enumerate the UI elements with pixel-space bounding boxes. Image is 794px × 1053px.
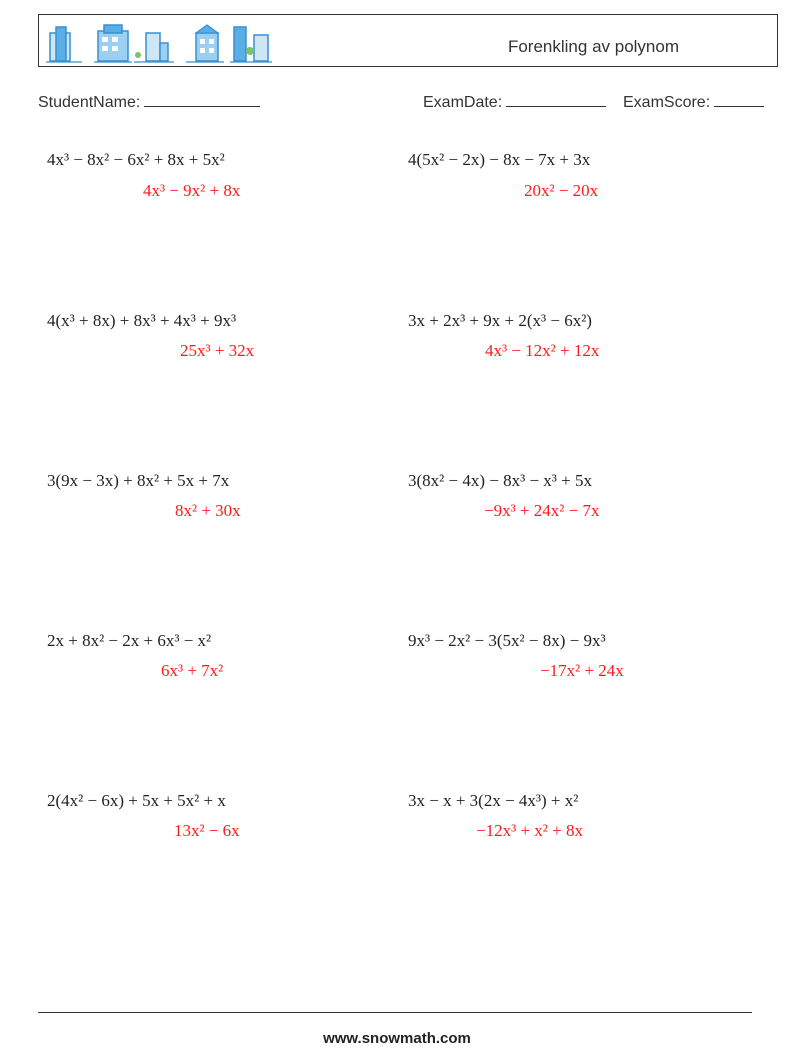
answer-8: −17x² + 24x — [540, 661, 624, 680]
problem-2: 4(5x² − 2x) − 8x − 7x + 3x — [408, 150, 591, 169]
answer-2: 20x² − 20x — [524, 181, 599, 200]
problem-6: 3(8x² − 4x) − 8x³ − x³ + 5x — [408, 471, 592, 490]
problem-7: 2x + 8x² − 2x + 6x³ − x² — [47, 631, 212, 650]
exam-date-field — [423, 92, 606, 112]
exam-score-field — [623, 92, 764, 112]
city-buildings-icon — [46, 21, 276, 63]
footer-divider — [38, 1012, 752, 1013]
problem-10: 3x − x + 3(2x − 4x³) + x² — [408, 791, 579, 810]
answer-6: −9x³ + 24x² − 7x — [484, 501, 600, 520]
worksheet-title: Forenkling av polynom — [507, 37, 679, 56]
student-name-label: StudentName: — [38, 94, 141, 111]
problem-5: 3(9x − 3x) + 8x² + 5x + 7x — [47, 471, 230, 490]
exam-score-blank[interactable] — [714, 92, 764, 107]
exam-score-label: ExamScore: — [623, 94, 711, 111]
answer-9: 13x² − 6x — [174, 821, 240, 840]
footer-url[interactable]: www.snowmath.com — [323, 1030, 471, 1047]
problem-4: 3x + 2x³ + 9x + 2(x³ − 6x²) — [408, 311, 592, 330]
exam-date-label: ExamDate: — [423, 94, 503, 111]
answer-5: 8x² + 30x — [175, 501, 241, 520]
exam-date-blank[interactable] — [506, 92, 606, 107]
answer-10: −12x³ + x² + 8x — [476, 821, 583, 840]
student-name-blank[interactable] — [144, 92, 260, 107]
answer-4: 4x³ − 12x² + 12x — [485, 341, 600, 360]
header-box — [38, 14, 778, 67]
problem-3: 4(x³ + 8x) + 8x³ + 4x³ + 9x³ — [47, 311, 237, 330]
problem-1: 4x³ − 8x² − 6x² + 8x + 5x² — [47, 150, 225, 169]
problem-8: 9x³ − 2x² − 3(5x² − 8x) − 9x³ — [408, 631, 606, 650]
problem-9: 2(4x² − 6x) + 5x + 5x² + x — [47, 791, 226, 810]
student-name-field — [38, 92, 260, 112]
answer-7: 6x³ + 7x² — [161, 661, 224, 680]
answer-1: 4x³ − 9x² + 8x — [143, 181, 241, 200]
answer-3: 25x³ + 32x — [180, 341, 255, 360]
